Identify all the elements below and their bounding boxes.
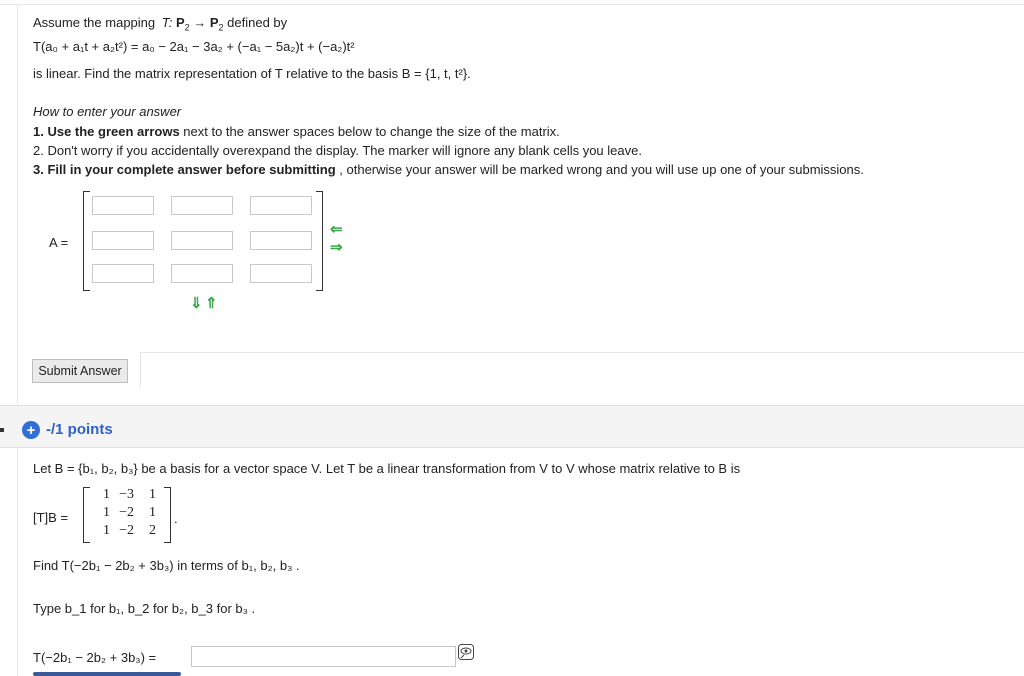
p2-answer-label: T(−2b₁ − 2b₂ + 3b₃) =	[33, 650, 157, 665]
plus-circle-icon[interactable]: +	[22, 421, 40, 439]
add-row-arrow-icon[interactable]: ⇓	[190, 295, 203, 312]
p1-intro-line: Assume the mapping T: $P_2 \to P_2$ defined by	[33, 15, 288, 33]
add-column-arrow-icon[interactable]: ⇒	[330, 239, 343, 256]
submit-answer-button[interactable]: Submit Answer	[32, 359, 128, 383]
instruction-3: 3. Fill in your complete answer before submitting , otherwise your answer will be marked wrong and you will use up one of your submissions.	[33, 162, 864, 177]
left-divider	[17, 5, 18, 405]
submit-area-divider	[140, 352, 1024, 353]
p1-mapping-formula: T(a₀ + a₁t + a₂t²) = a₀ − 2a₁ − 3a₂ + (−a₁ − 5a₂)t + (−a₂)t²	[33, 39, 355, 54]
tb-cell: 1	[149, 505, 156, 520]
instruction-1: 1. Use the green arrows next to the answer spaces below to change the size of the matrix.	[33, 124, 560, 139]
remove-column-arrow-icon[interactable]: ⇐	[330, 221, 343, 238]
matrix-cell-3-3[interactable]	[250, 264, 312, 283]
matrix-cell-1-2[interactable]	[171, 196, 233, 215]
p2-find-line: Find T(−2b₁ − 2b₂ + 3b₃) in terms of b₁, b₂, b₃ .	[33, 558, 300, 573]
p2-answer-input[interactable]	[191, 646, 456, 667]
matrix-right-bracket	[316, 191, 323, 291]
tb-cell: 1	[103, 487, 110, 502]
matrix-cell-2-1[interactable]	[92, 231, 154, 250]
tb-right-bracket	[164, 487, 171, 543]
bullet-marker	[0, 428, 4, 432]
instruction-2: 2. Don't worry if you accidentally overexpand the display. The marker will ignore any blank cells you leave.	[33, 143, 642, 158]
progress-strip	[33, 672, 181, 676]
matrix-cell-1-1[interactable]	[92, 196, 154, 215]
tb-matrix	[88, 487, 162, 541]
matrix-cell-1-3[interactable]	[250, 196, 312, 215]
tb-cell: −2	[119, 505, 134, 520]
matrix-left-bracket	[83, 191, 90, 291]
tb-cell: 1	[103, 505, 110, 520]
left-divider-lower	[17, 447, 18, 676]
tb-cell: 2	[149, 523, 156, 538]
p1-question: is linear. Find the matrix representation of T relative to the basis B = {1, t, t²}.	[33, 66, 471, 81]
top-divider	[0, 4, 1024, 5]
matrix-cell-2-2[interactable]	[171, 231, 233, 250]
remove-row-arrow-icon[interactable]: ⇑	[205, 295, 218, 312]
p2-type-hint: Type b_1 for b₁, b_2 for b₂, b_3 for b₃ .	[33, 601, 256, 616]
matrix-cell-3-2[interactable]	[171, 264, 233, 283]
tb-cell: 1	[103, 523, 110, 538]
p2-intro-line: Let B = {b₁, b₂, b₃} be a basis for a vector space V. Let T be a linear transformation from V to V whose matrix relative to B is	[33, 461, 741, 476]
matrix-cell-2-3[interactable]	[250, 231, 312, 250]
how-to-title: How to enter your answer	[33, 104, 182, 119]
tb-matrix-label: [T]B =	[33, 510, 69, 525]
points-label: -/1 points	[46, 421, 113, 438]
tb-cell: 1	[149, 487, 156, 502]
problem-2-header	[0, 405, 1024, 448]
eye-preview-icon[interactable]	[458, 644, 474, 660]
submit-area-divider-vertical	[140, 352, 141, 387]
matrix-a-label: A =	[49, 235, 69, 250]
tb-cell: −2	[119, 523, 134, 538]
tb-cell: −3	[119, 487, 134, 502]
tb-period: .	[174, 511, 178, 526]
matrix-cell-3-1[interactable]	[92, 264, 154, 283]
